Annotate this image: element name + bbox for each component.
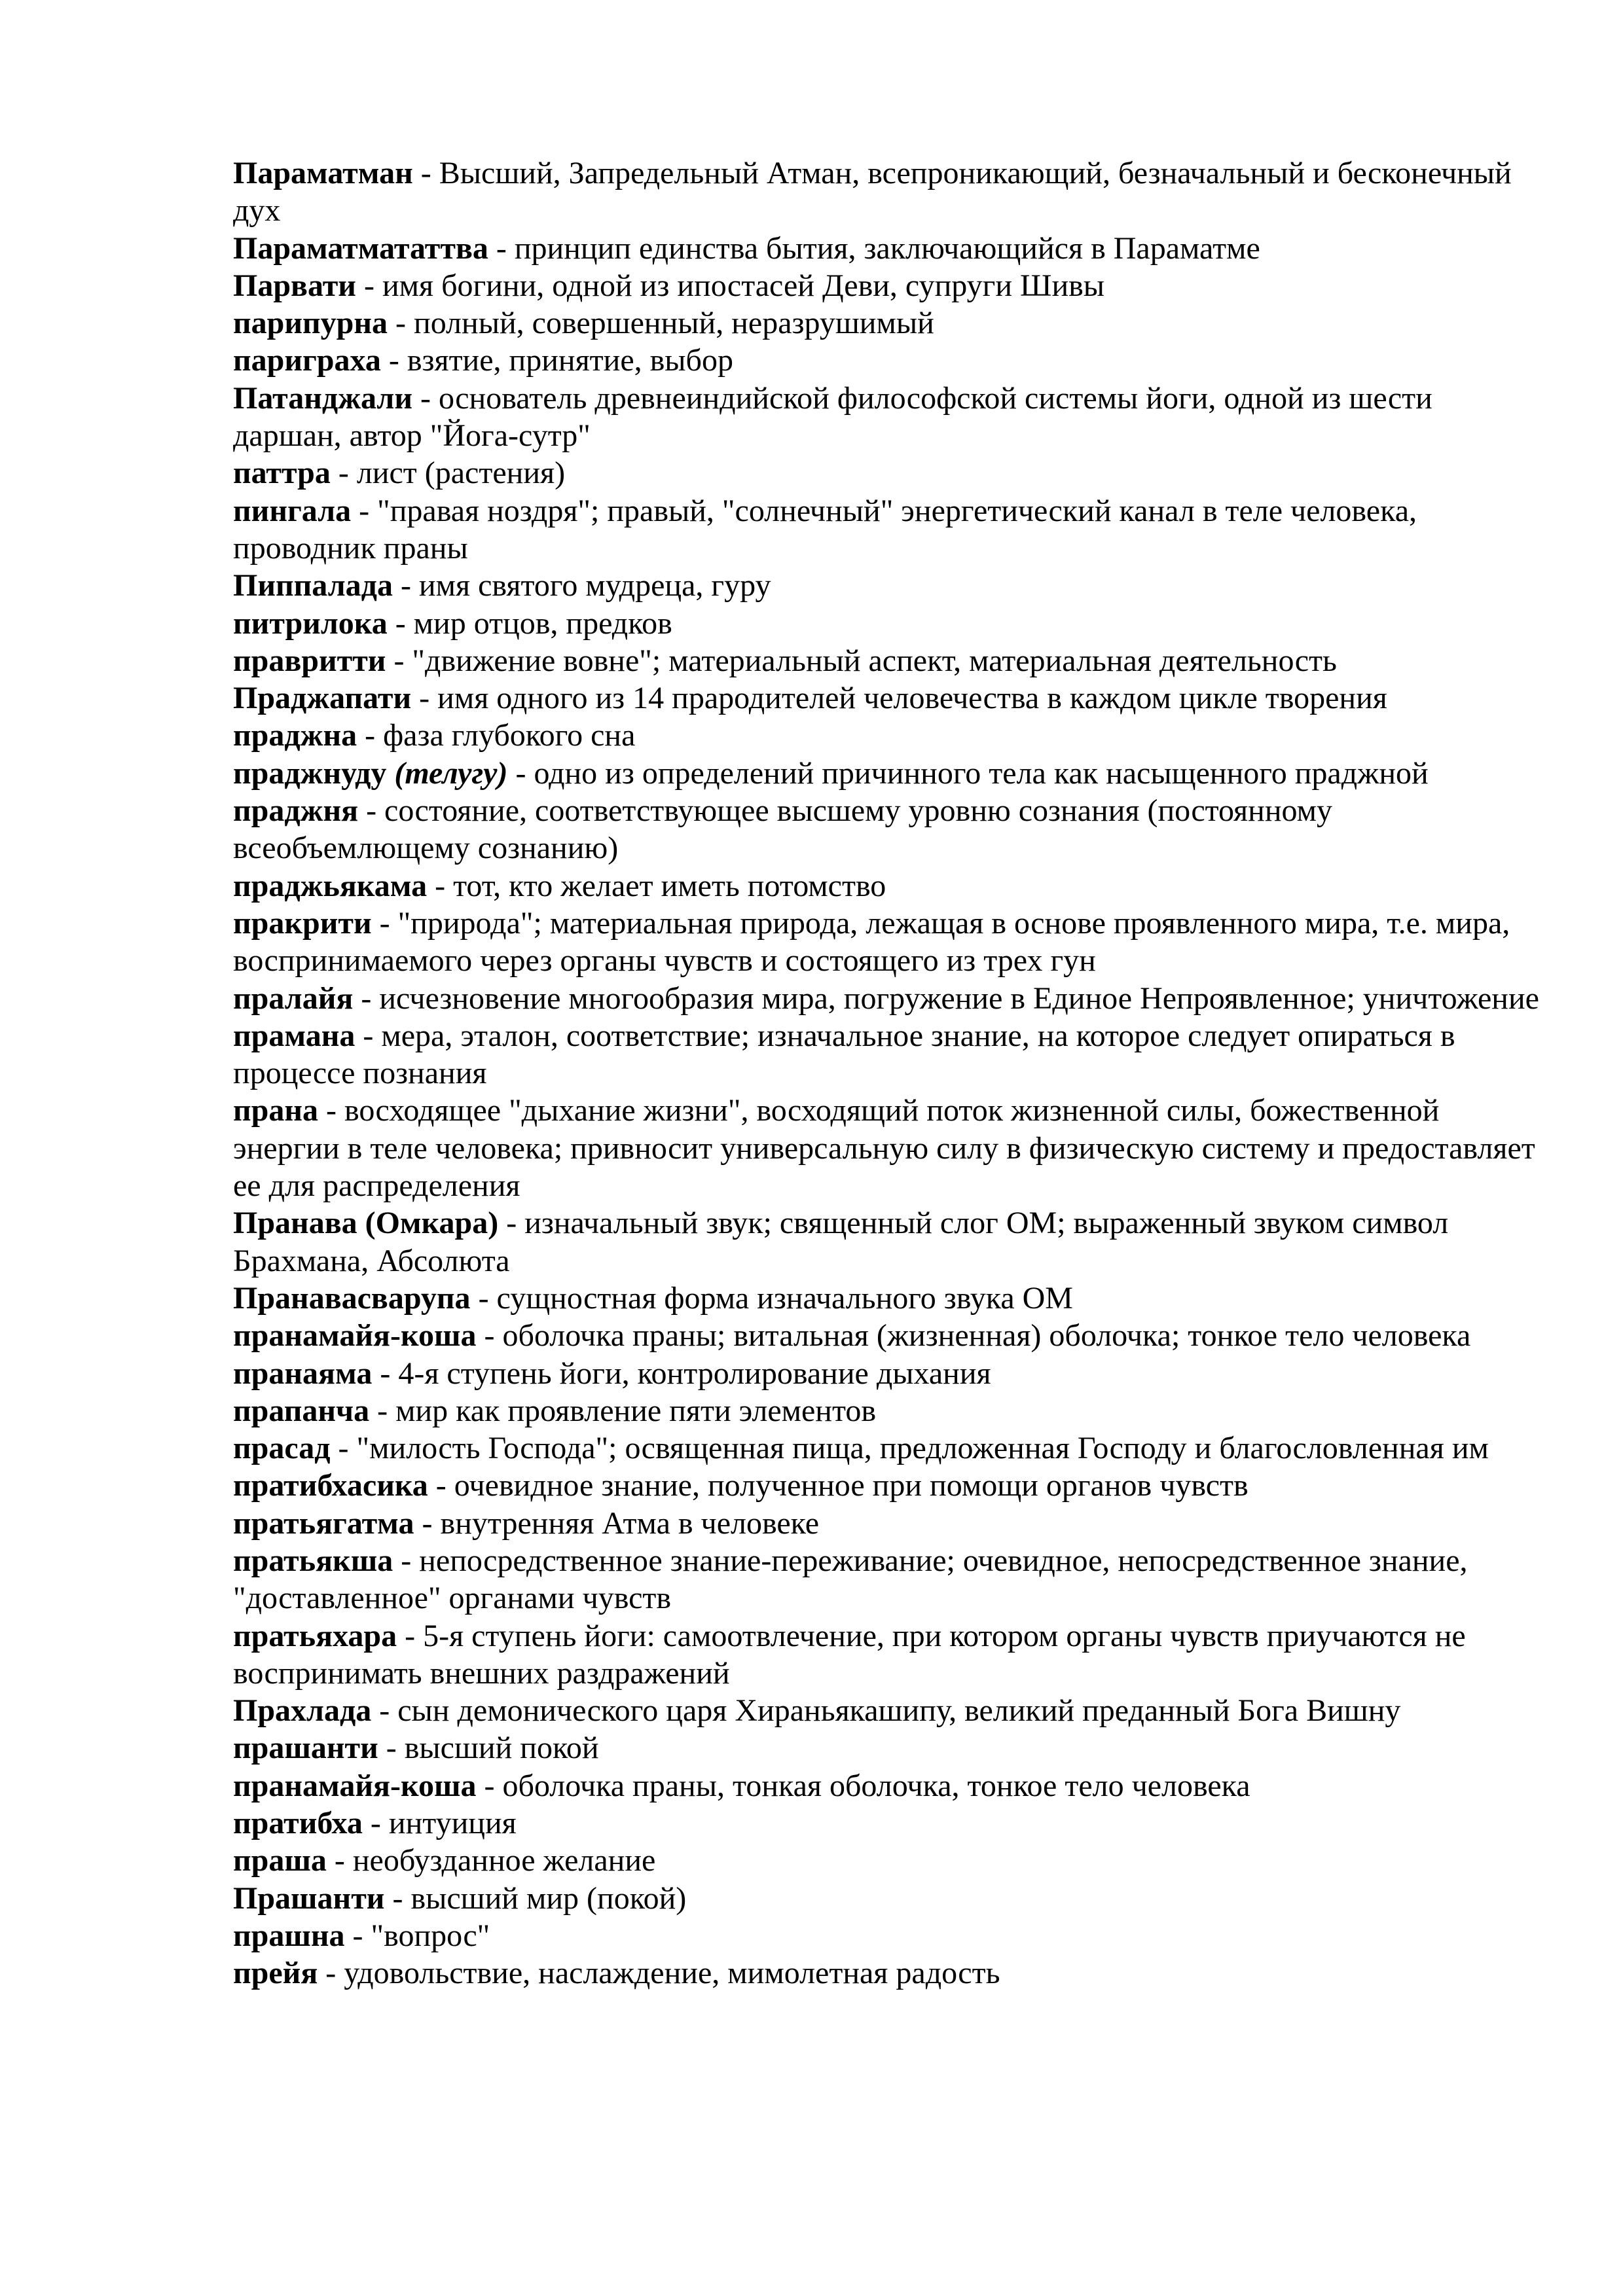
entry-definition: "природа"; материальная природа, лежащая в основе проявленного мира, т.е. мира, воспринимаемого через органы чувств и состоящего из трех гун [233,905,1510,978]
entry-term: пратибха [233,1806,363,1841]
glossary-entry: Праджапати - имя одного из 14 прародителей человечества в каждом цикле творения [233,681,1387,716]
glossary-entry: прапанча - мир как проявление пяти элементов [233,1393,876,1428]
entry-definition: имя святого мудреца, гуру [418,568,771,603]
entry-definition: Высший, Запредельный Атман, всепроникающий, безначальный и бесконечный дух [233,156,1512,228]
entry-term: пракрити [233,905,372,941]
entry-definition: интуиция [388,1806,517,1841]
glossary-entry: Парвати - имя богини, одной из ипостасей Деви, супруги Шивы [233,268,1105,303]
entry-definition: изначальный звук; священный слог ОМ; выраженный звуком символ Брахмана, Абсолюта [233,1206,1449,1278]
glossary-entry: пратьяхара - 5-я ступень йоги: самоотвлечение, при котором органы чувств приучаются не воспринимать внешних раздражений [233,1618,1466,1691]
entry-definition: основатель древнеиндийской философской системы йоги, одной из шести даршан, автор "Йога-сутр" [233,380,1432,454]
entry-definition: взятие, принятие, выбор [407,343,733,378]
glossary-entry: праша - необузданное желание [233,1843,656,1878]
entry-definition: мера, эталон, соответствие; изначальное знание, на которое следует опираться в процессе познания [233,1018,1455,1091]
entry-definition: исчезновение многообразия мира, погружение в Единое Непроявленное; уничтожение [379,980,1539,1016]
entry-term: праджня [233,793,359,829]
entry-term: праджнуду [233,755,387,791]
entry-definition: мир как проявление пяти элементов [395,1393,876,1428]
entry-definition: имя богини, одной из ипостасей Деви, супруги Шивы [382,268,1105,303]
entry-definition: "милость Господа"; освященная пища, предложенная Господу и благословленная им [356,1431,1489,1466]
entry-definition: высший покой [404,1731,599,1766]
entry-definition: "вопрос" [371,1918,490,1953]
entry-definition: полный, совершенный, неразрушимый [414,306,934,341]
entry-definition: "движение вовне"; материальный аспект, материальная деятельность [412,643,1337,678]
entry-term: пралайя [233,980,354,1016]
entry-definition: сын демонического царя Хираньякашипу, великий преданный Бога Вишну [397,1693,1401,1729]
glossary-entry: париграха - взятие, принятие, выбор [233,343,733,378]
glossary-entry: Патанджали - основатель древнеиндийской философской системы йоги, одной из шести даршан, автор "Йога-сутр" [233,380,1432,454]
glossary-entry: пратьягатма - внутренняя Атма в человеке [233,1505,820,1541]
entry-term: прасад [233,1431,331,1466]
glossary-entry: пралайя - исчезновение многообразия мира, погружение в Единое Непроявленное; уничтожение [233,980,1539,1016]
entry-term: Прашанти [233,1880,385,1916]
glossary-entry: праджнуду (телугу) - одно из определений причинного тела как насыщенного праджной [233,755,1429,791]
entry-definition: имя одного из 14 прародителей человечества в каждом цикле творения [437,681,1387,716]
glossary-entry: пранамайя-коша - оболочка праны, тонкая оболочка, тонкое тело человека [233,1768,1250,1803]
glossary-entry: правритти - "движение вовне"; материальный аспект, материальная деятельность [233,643,1337,678]
glossary-entry: паттра - лист (растения) [233,456,566,491]
entry-definition: одно из определений причинного тела как насыщенного праджной [534,755,1429,791]
entry-term: пратьякша [233,1543,393,1578]
entry-term: пранамайя-коша [233,1318,477,1354]
entry-term: прашанти [233,1731,378,1766]
entry-definition: 5-я ступень йоги: самоотвлечение, при котором органы чувств приучаются не воспринимать внешних раздражений [233,1618,1466,1691]
glossary-entry: прамана - мера, эталон, соответствие; изначальное знание, на которое следует опираться в процессе познания [233,1018,1455,1091]
entry-term: праджна [233,718,357,753]
entry-definition: лист (растения) [356,456,566,491]
glossary-entry: Параматмататтва - принцип единства бытия, заключающийся в Параматме [233,230,1260,266]
glossary-entry: пратибха - интуиция [233,1806,517,1841]
glossary-entry: праджьякама - тот, кто желает иметь потомство [233,868,886,903]
entry-term: праджьякама [233,868,428,903]
glossary-entry: Прахлада - сын демонического царя Хираньякашипу, великий преданный Бога Вишну [233,1693,1401,1729]
entry-definition: "правая ноздря"; правый, "солнечный" энергетический канал в теле человека, проводник праны [233,493,1417,565]
glossary-entry: прана - восходящее "дыхание жизни", восходящий поток жизненной силы, божественной энергии в теле человека; привносит универсальную силу в физическую систему и предоставляет ее для распределения [233,1093,1535,1204]
glossary-entry: Прашанти - высший мир (покой) [233,1880,687,1916]
entry-definition: оболочка праны; витальная (жизненная) оболочка; тонкое тело человека [502,1318,1471,1354]
glossary-entry: пракрити - "природа"; материальная природа, лежащая в основе проявленного мира, т.е. мира, воспринимаемого через органы чувств и состоящего из трех гун [233,905,1510,978]
glossary-entry: Пранавасварупа - сущностная форма изначального звука ОМ [233,1280,1073,1316]
entry-definition: высший мир (покой) [410,1880,687,1916]
glossary-entry: питрилока - мир отцов, предков [233,605,672,641]
entry-term: Парвати [233,268,356,303]
entry-term: правритти [233,643,386,678]
entry-term: Пранавасварупа [233,1280,471,1316]
glossary-entry: прасад - "милость Господа"; освященная пища, предложенная Господу и благословленная им [233,1431,1489,1466]
entry-term: пингала [233,493,352,528]
entry-definition: восходящее "дыхание жизни", восходящий поток жизненной силы, божественной энергии в теле человека; привносит универсальную силу в физическую систему и предоставляет ее для распределения [233,1093,1535,1204]
glossary-entry: прашна - "вопрос" [233,1918,490,1953]
entry-definition: принцип единства бытия, заключающийся в Параматме [514,230,1260,266]
entry-term: Патанджали [233,380,413,416]
entry-term: паттра [233,456,331,491]
entry-term: прана [233,1093,319,1128]
entry-term: Параматмататтва [233,230,488,266]
entry-definition: сущностная форма изначального звука ОМ [496,1280,1073,1316]
entry-definition: внутренняя Атма в человеке [440,1505,820,1541]
entry-definition: состояние, соответствующее высшему уровню сознания (постоянному всеобъемлющему сознанию) [233,793,1332,866]
entry-term: париграха [233,343,381,378]
glossary-entry: пингала - "правая ноздря"; правый, "солнечный" энергетический канал в теле человека, проводник праны [233,493,1417,565]
glossary-entry: Пиппалада - имя святого мудреца, гуру [233,568,771,603]
entry-term: Пиппалада [233,568,393,603]
entry-term: пратибхасика [233,1468,428,1503]
glossary-entry: пратибхасика - очевидное знание, полученное при помощи органов чувств [233,1468,1249,1503]
entry-definition: фаза глубокого сна [383,718,636,753]
entry-term: Пранава (Омкара) [233,1206,499,1241]
glossary-entry: пратьякша - непосредственное знание-переживание; очевидное, непосредственное знание, "доставленное" органами чувств [233,1543,1468,1616]
glossary-entry: парипурна - полный, совершенный, неразрушимый [233,306,934,341]
entry-definition: непосредственное знание-переживание; очевидное, непосредственное знание, "доставленное" органами чувств [233,1543,1468,1616]
glossary-page [233,154,1542,1992]
entry-definition: мир отцов, предков [413,605,672,641]
glossary-entry: прашанти - высший покой [233,1731,599,1766]
entry-term: парипурна [233,306,388,341]
entry-term: питрилока [233,605,388,641]
entry-term: пратьягатма [233,1505,414,1541]
entry-term: Прахлада [233,1693,372,1729]
entry-term: прамана [233,1018,356,1053]
entry-term: Праджапати [233,681,412,716]
entry-language-note: (телугу) [394,755,508,791]
entry-definition: оболочка праны, тонкая оболочка, тонкое тело человека [502,1768,1250,1803]
entry-definition: необузданное желание [352,1843,656,1878]
entry-term: прейя [233,1956,318,1991]
entry-definition: удовольствие, наслаждение, мимолетная радость [344,1956,1000,1991]
glossary-entry: пранаяма - 4-я ступень йоги, контролирование дыхания [233,1355,991,1391]
glossary-entry: пранамайя-коша - оболочка праны; витальная (жизненная) оболочка; тонкое тело человека [233,1318,1471,1354]
entry-term: прашна [233,1918,345,1953]
glossary-entry: праджня - состояние, соответствующее высшему уровню сознания (постоянному всеобъемлющему сознанию) [233,793,1332,866]
glossary-entry: Параматман - Высший, Запредельный Атман, всепроникающий, безначальный и бесконечный дух [233,156,1512,228]
entry-term: пранаяма [233,1355,373,1391]
entry-term: Параматман [233,156,413,190]
entry-term: прапанча [233,1393,370,1428]
entry-definition: 4-я ступень йоги, контролирование дыхания [398,1355,991,1391]
entry-term: пратьяхара [233,1618,397,1653]
entry-definition: очевидное знание, полученное при помощи органов чувств [454,1468,1249,1503]
entry-term: праша [233,1843,327,1878]
entry-term: пранамайя-коша [233,1768,477,1803]
entry-definition: тот, кто желает иметь потомство [453,868,886,903]
glossary-entry: Пранава (Омкара) - изначальный звук; священный слог ОМ; выраженный звуком символ Брахмана, Абсолюта [233,1206,1449,1278]
glossary-entry: прейя - удовольствие, наслаждение, мимолетная радость [233,1956,1000,1991]
glossary-entry: праджна - фаза глубокого сна [233,718,636,753]
